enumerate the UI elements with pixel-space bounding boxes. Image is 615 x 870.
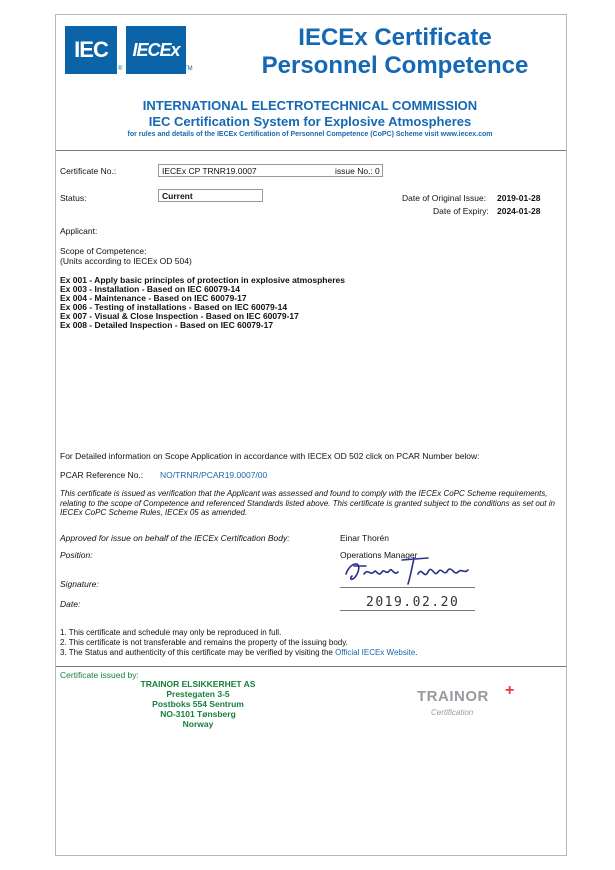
issuer-street: Prestegaten 3-5 — [166, 689, 230, 699]
scope-item: Ex 007 - Visual & Close Inspection - Based on IEC 60079-17 — [60, 311, 299, 321]
issuer-country: Norway — [182, 719, 214, 729]
iec-logo — [65, 26, 117, 74]
signature-label: Signature: — [60, 579, 99, 589]
certificate-statement: This certificate is issued as verification that the Applicant was assessed and found to comply with the IECEx CoPC Scheme requirements, relating to the scope of Competence and referenced Standards listed above. This certificate is granted subject to the conditions as set out in IECEx CoPC Scheme Rules, IECEx 05 as amended. — [60, 489, 555, 517]
status-label: Status: — [60, 193, 87, 203]
trademark: TM — [184, 66, 193, 72]
pcar-intro: For Detailed information on Scope Application in accordance with IECEx OD 502 click on PCAR Number below: — [60, 451, 480, 461]
date-label: Date: — [60, 599, 81, 609]
issuer-city: NO-3101 Tønsberg — [160, 709, 236, 719]
issuer-name: TRAINOR ELSIKKERHET AS — [140, 679, 256, 689]
pcar-link[interactable]: NO/TRNR/PCAR19.0007/00 — [160, 470, 268, 480]
issue-no-label: issue No.: — [335, 166, 373, 176]
original-issue-value: 2019-01-28 — [497, 193, 541, 203]
issuer-box: Postboks 554 Sentrum — [152, 699, 244, 709]
issue-no-value: 0 — [375, 166, 380, 176]
issued-by-label: Certificate issued by: — [60, 670, 139, 680]
note-3-text: 3. The Status and authenticity of this certificate may be verified by visiting the — [60, 648, 336, 657]
date-line — [340, 610, 475, 611]
status-box — [158, 189, 263, 202]
registered-mark: ® — [118, 66, 123, 72]
pcar-label: PCAR Reference No.: — [60, 470, 144, 480]
scope-label: Scope of Competence: — [60, 246, 147, 256]
iecex-logo-text: IECEx — [132, 39, 180, 60]
scope-item: Ex 001 - Apply basic principles of protection in explosive atmospheres — [60, 275, 345, 285]
signature — [340, 552, 480, 592]
date-stamp: 2019.02.20 — [366, 595, 460, 610]
applicant-label: Applicant: — [60, 226, 98, 236]
scope-units-note: (Units according to IECEx OD 504) — [60, 256, 192, 266]
trainor-logo-name: TRAINOR — [417, 688, 489, 705]
iecex-logo — [126, 26, 186, 74]
note-3-end: . — [415, 648, 418, 657]
iec-logo-text: IEC — [74, 37, 108, 62]
certificate-no-value: IECEx CP TRNR19.0007 — [162, 166, 257, 176]
status-value: Current — [162, 191, 193, 201]
trainor-logo — [405, 684, 525, 724]
approved-name: Einar Thorén — [340, 533, 389, 543]
expiry-label: Date of Expiry: — [433, 206, 489, 216]
scope-item: Ex 004 - Maintenance - Based on IEC 60079-17 — [60, 293, 247, 303]
header-divider — [56, 150, 566, 151]
note-3 — [60, 648, 418, 658]
position-label: Position: — [60, 550, 93, 560]
signature-line — [340, 587, 475, 588]
expiry-value: 2024-01-28 — [497, 206, 541, 216]
rules-note: for rules and details of the IECEx Certification of Personnel Competence (CoPC) Scheme visit www.iecex.com — [127, 131, 493, 138]
official-website-link[interactable]: Official IECEx Website — [335, 648, 416, 657]
trainor-logo-sub: Certification — [431, 708, 474, 717]
certificate-no-label: Certificate No.: — [60, 166, 117, 176]
scope-item: Ex 008 - Detailed Inspection - Based on IEC 60079-17 — [60, 320, 274, 330]
title-line-2: Personnel Competence — [261, 52, 529, 79]
original-issue-label: Date of Original Issue: — [402, 193, 487, 203]
position-value: Operations Manager — [340, 550, 418, 560]
system-name: IEC Certification System for Explosive Atmospheres — [148, 114, 472, 129]
scope-item: Ex 006 - Testing of installations - Based on IEC 60079-14 — [60, 302, 288, 312]
note-1: 1. This certificate and schedule may only be reproduced in full. — [60, 628, 282, 637]
note-2: 2. This certificate is not transferable and remains the property of the issuing body. — [60, 638, 348, 647]
title-line-1: IECEx Certificate — [298, 24, 492, 51]
scope-item: Ex 003 - Installation - Based on IEC 60079-14 — [60, 284, 240, 294]
trainor-cross-icon: + — [505, 682, 515, 699]
approved-label: Approved for issue on behalf of the IECEx Certification Body: — [60, 533, 290, 543]
certificate-no-box — [158, 164, 383, 177]
org-name: INTERNATIONAL ELECTROTECHNICAL COMMISSION — [142, 98, 478, 113]
footer-divider — [56, 666, 566, 667]
